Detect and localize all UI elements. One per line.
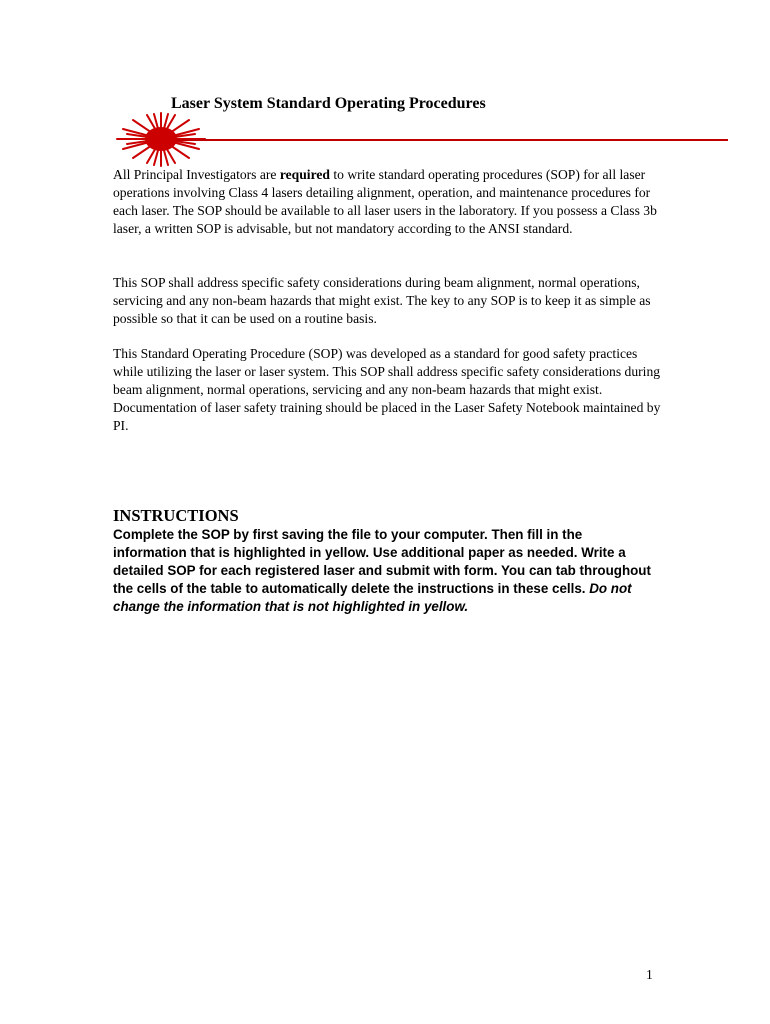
intro-text-end: to write standard operating procedures (SOP) for all laser operations involving Class 4 lasers detailing alignment, operation, and maintenance procedures for each laser. The SOP should be available to all laser users in the laboratory. If you possess a Class 3b laser, a written SOP is advisable, but not mandatory according to the ANSI standard. [113,167,657,236]
page-number: 1 [646,967,653,982]
purpose-paragraph: This Standard Operating Procedure (SOP) was developed as a standard for good safety practices while utilizing the laser or laser system. This SOP shall address specific safety considerations during beam alignment, normal operations, servicing and any non-beam hazards that might exist. Documentation of laser safety training should be placed in the Laser Safety Notebook maintained by PI. [113,346,661,433]
instructions-heading: INSTRUCTIONS [113,506,239,525]
intro-text-start: All Principal Investigators are [113,167,280,182]
instructions-warning: Do not change the information that is not highlighted in yellow. [113,581,632,614]
intro-paragraph [113,166,661,238]
instructions-body [113,526,658,616]
required-emphasis: required [279,167,330,182]
scope-paragraph: This SOP shall address specific safety considerations during beam alignment, normal operations, servicing and any non-beam hazards that might exist. The key to any SOP is to keep it as simple as possible so that it can be used on a routine basis. [113,275,651,326]
instructions-text: Complete the SOP by first saving the file to your computer. Then fill in the information that is highlighted in yellow. Use additional paper as needed. Write a detailed SOP for each registered laser and submit with form. You can tab throughout the cells of the table to automatically delete the instructions in these cells. [113,527,651,596]
document-title: Laser System Standard Operating Procedures [171,95,486,112]
header-rule-line [176,139,728,141]
